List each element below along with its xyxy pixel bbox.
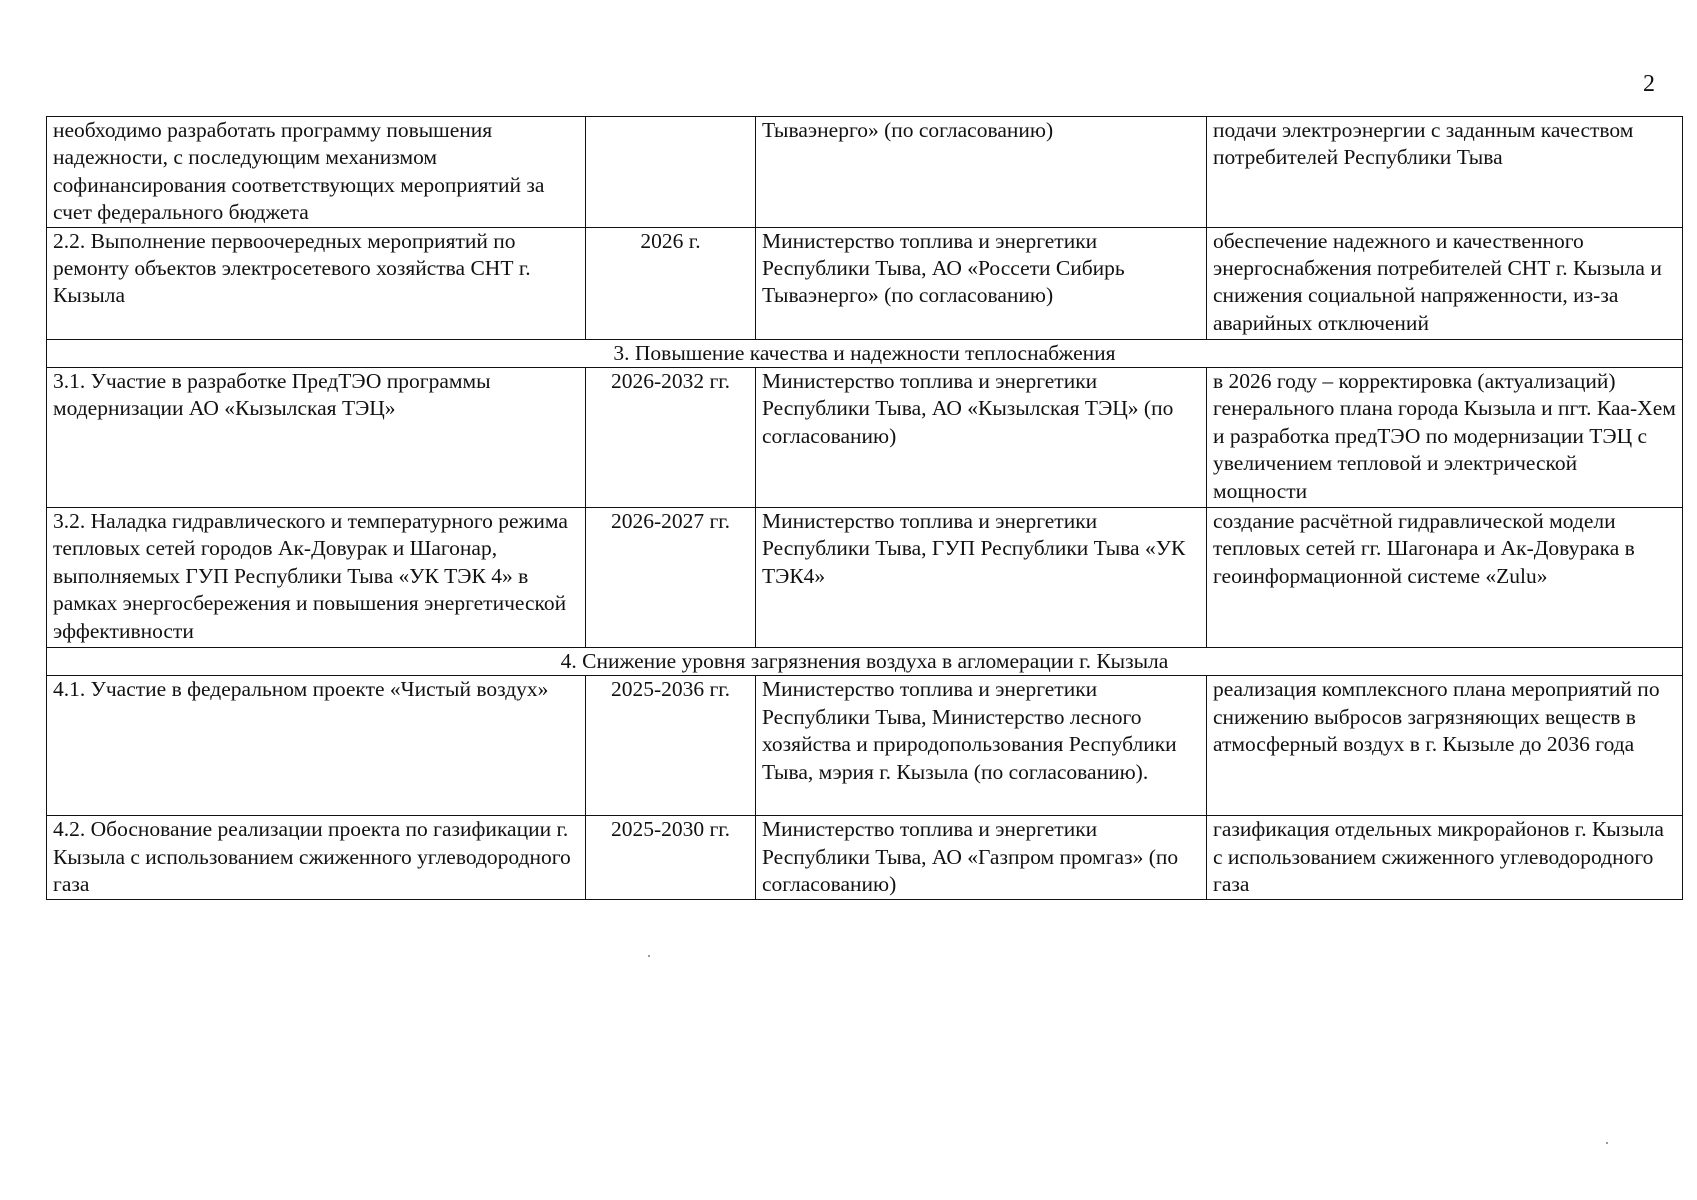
executor-cell: Министерство топлива и энергетики Республики Тыва, АО «Газпром промгаз» (по согласованию) bbox=[756, 816, 1207, 900]
term-cell bbox=[586, 117, 756, 228]
result-cell: в 2026 году – корректировка (актуализаций) генерального плана города Кызыла и пгт. Каа-Хем и разработка предТЭО по модернизации ТЭЦ с увеличением тепловой и электрической мощности bbox=[1207, 368, 1683, 508]
result-cell: газификация отдельных микрорайонов г. Кызыла с использованием сжиженного углеводородного газа bbox=[1207, 816, 1683, 900]
scan-speck bbox=[648, 955, 650, 957]
measure-cell: 2.2. Выполнение первоочередных мероприятий по ремонту объектов электросетевого хозяйства СНТ г. Кызыла bbox=[47, 227, 586, 339]
table-row bbox=[47, 368, 1683, 508]
measure-cell: 3.1. Участие в разработке ПредТЭО программы модернизации АО «Кызылская ТЭЦ» bbox=[47, 368, 586, 508]
section-row bbox=[47, 339, 1683, 367]
measure-cell: необходимо разработать программу повышения надежности, с последующим механизмом софинансирования соответствующих мероприятий за счет федерального бюджета bbox=[47, 117, 586, 228]
measure-cell: 4.2. Обоснование реализации проекта по газификации г. Кызыла с использованием сжиженного углеводородного газа bbox=[47, 816, 586, 900]
executor-cell: Министерство топлива и энергетики Республики Тыва, Министерство лесного хозяйства и природопользования Республики Тыва, мэрия г. Кызыла (по согласованию). bbox=[756, 676, 1207, 816]
table-row bbox=[47, 676, 1683, 816]
section-title: 4. Снижение уровня загрязнения воздуха в агломерации г. Кызыла bbox=[47, 648, 1683, 676]
measure-cell: 4.1. Участие в федеральном проекте «Чистый воздух» bbox=[47, 676, 586, 816]
table-row bbox=[47, 227, 1683, 339]
table-row bbox=[47, 508, 1683, 648]
term-cell: 2026 г. bbox=[586, 227, 756, 339]
result-cell: обеспечение надежного и качественного энергоснабжения потребителей СНТ г. Кызыла и снижения социальной напряженности, из-за аварийных отключений bbox=[1207, 227, 1683, 339]
page-number: 2 bbox=[1643, 71, 1655, 97]
term-cell: 2025-2030 гг. bbox=[586, 816, 756, 900]
term-cell: 2025-2036 гг. bbox=[586, 676, 756, 816]
result-cell: подачи электроэнергии с заданным качеством потребителей Республики Тыва bbox=[1207, 117, 1683, 228]
measure-cell: 3.2. Наладка гидравлического и температурного режима тепловых сетей городов Ак-Довурак и Шагонар, выполняемых ГУП Республики Тыва «УК ТЭК 4» в рамках энергосбережения и повышения энергетической эффективности bbox=[47, 508, 586, 648]
result-cell: создание расчётной гидравлической модели тепловых сетей гг. Шагонара и Ак-Довурака в геоинформационной системе «Zulu» bbox=[1207, 508, 1683, 648]
measures-table bbox=[46, 116, 1683, 900]
table-row bbox=[47, 816, 1683, 900]
table-row bbox=[47, 117, 1683, 228]
executor-cell: Министерство топлива и энергетики Республики Тыва, ГУП Республики Тыва «УК ТЭК4» bbox=[756, 508, 1207, 648]
section-title: 3. Повышение качества и надежности теплоснабжения bbox=[47, 339, 1683, 367]
scan-speck bbox=[1606, 1142, 1608, 1144]
term-cell: 2026-2032 гг. bbox=[586, 368, 756, 508]
section-row bbox=[47, 648, 1683, 676]
result-cell: реализация комплексного плана мероприятий по снижению выбросов загрязняющих веществ в атмосферный воздух в г. Кызыле до 2036 года bbox=[1207, 676, 1683, 816]
executor-cell: Министерство топлива и энергетики Республики Тыва, АО «Россети Сибирь Тываэнерго» (по согласованию) bbox=[756, 227, 1207, 339]
term-cell: 2026-2027 гг. bbox=[586, 508, 756, 648]
executor-cell: Министерство топлива и энергетики Республики Тыва, АО «Кызылская ТЭЦ» (по согласованию) bbox=[756, 368, 1207, 508]
executor-cell: Тываэнерго» (по согласованию) bbox=[756, 117, 1207, 228]
